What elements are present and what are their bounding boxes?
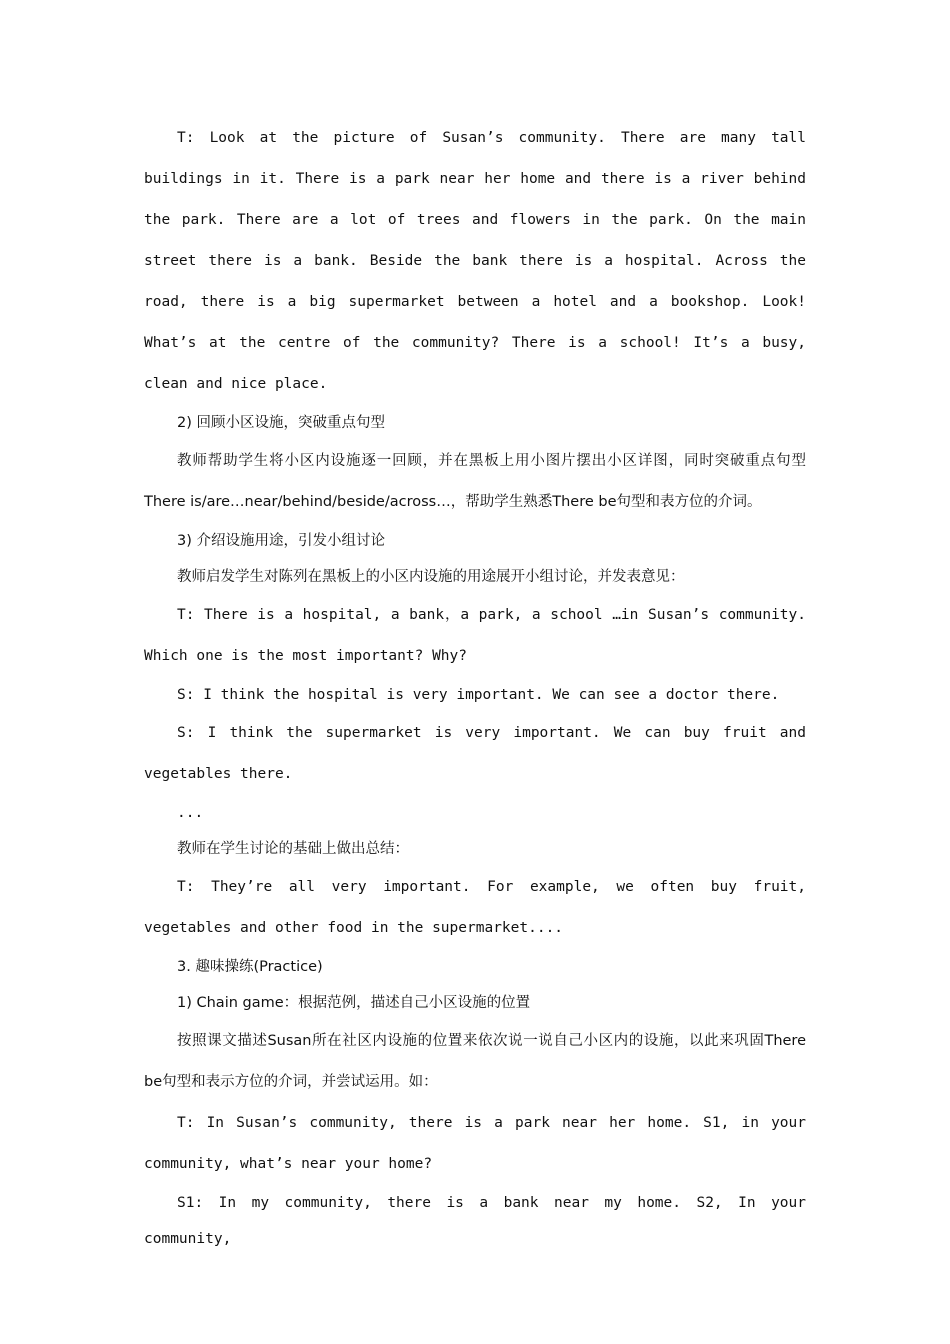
chain-game-heading: 1) Chain game：根据范例，描述自己小区设施的位置 [177, 995, 531, 1011]
discussion-intro: 教师启发学生对陈列在黑板上的小区内设施的用途展开小组讨论，并发表意见： [177, 569, 685, 585]
document-page [144, 118, 806, 1257]
student-example: S1: In my community, there is a bank near my home. S2, In your community, [144, 1195, 806, 1247]
teacher-summary: T: They’re all very important. For example, we often buy fruit, vegetables and other food in the supermarket.... [144, 879, 806, 936]
summary-intro: 教师在学生讨论的基础上做出总结： [177, 841, 409, 857]
review-paragraph: 教师帮助学生将小区内设施逐一回顾，并在黑板上用小图片摆出小区详图，同时突破重点句型There is/are…near/behind/beside/across…，帮助学生熟悉There be句型和表方位的介词。 [144, 453, 806, 510]
student-answer-1: S: I think the hospital is very important. We can see a doctor there. [177, 687, 780, 703]
teacher-question: T: There is a hospital, a bank，a park, a school …in Susan’s community. Which one is the most important? Why? [144, 607, 806, 664]
chain-game-instructions: 按照课文描述Susan所在社区内设施的位置来依次说一说自己小区内的设施，以此来巩固There be句型和表示方位的介词，并尝试运用。如： [144, 1033, 806, 1090]
section-heading-discussion: 3) 介绍设施用途，引发小组讨论 [177, 533, 385, 549]
section-heading-review: 2) 回顾小区设施，突破重点句型 [177, 415, 385, 431]
teacher-intro-paragraph: T: Look at the picture of Susan’s community. There are many tall buildings in it. There is a park near her home and there is a river behind the park. There are a lot of trees and flowers in the park. On the main street there is a bank. Beside the bank there is a hospital. Across the road, there is a big supermarket between a hotel and a bookshop. Look! What’s at the centre of the community? There is a school! It’s a busy, clean and nice place. [144, 130, 806, 392]
teacher-example: T: In Susan’s community, there is a park near her home. S1, in your community, what’s near your home? [144, 1115, 806, 1172]
section-heading-practice: 3. 趣味操练(Practice) [177, 959, 323, 975]
ellipsis-line: ... [177, 805, 204, 821]
student-answer-2: S: I think the supermarket is very important. We can buy fruit and vegetables there. [144, 725, 806, 782]
